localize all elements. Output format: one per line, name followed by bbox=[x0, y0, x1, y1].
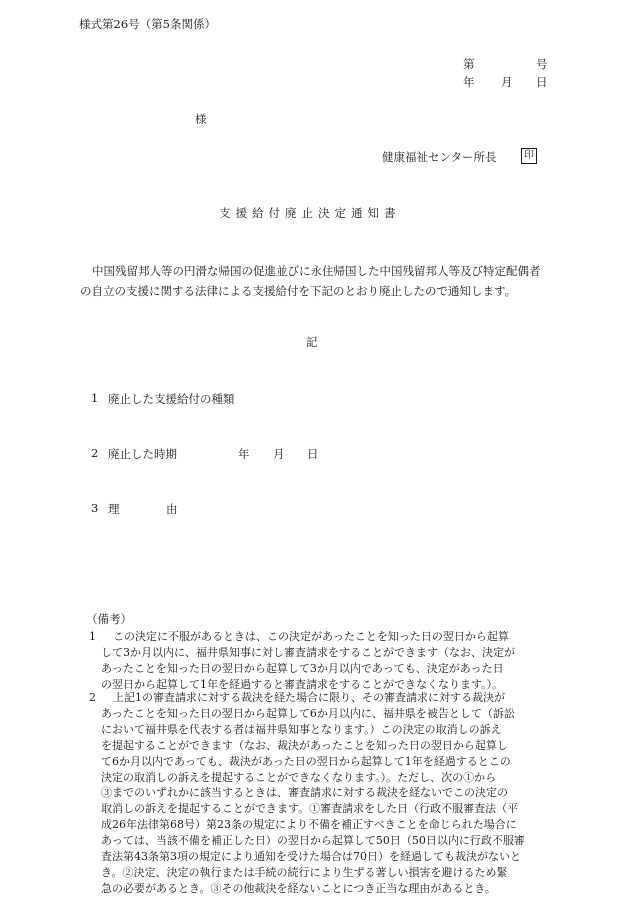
sender: 健康福祉センター所長 bbox=[382, 150, 497, 164]
note-line: 取消しの訴えを提起することができます。①審査請求をした日（行政不服審査法（平 bbox=[101, 802, 519, 816]
item-1-number: 1 bbox=[91, 391, 99, 405]
note-line: を提起することができます（なお、裁決があったことを知った日の翌日から起算し bbox=[101, 738, 508, 752]
note-line: き。②決定、決定の執行または手続の続行により生ずる著しい損害を避けるため緊 bbox=[101, 865, 508, 879]
ki-marker: 記 bbox=[306, 335, 318, 349]
note-number: 1 bbox=[89, 630, 96, 643]
date-year-label: 年 bbox=[463, 75, 475, 89]
body-line: 中国残留邦人等の円滑な帰国の促進並びに永住帰国した中国残留邦人等及び特定配偶者 bbox=[92, 264, 541, 278]
note-item-2 bbox=[89, 690, 551, 897]
note-line: 上記1の審査請求に対する裁決を経た場合に限り、その審査請求に対する裁決が bbox=[113, 691, 505, 704]
seal-mark: 印 bbox=[521, 148, 537, 164]
item-2-year: 年 bbox=[238, 447, 250, 461]
item-2-month: 月 bbox=[273, 447, 285, 461]
item-1-label: 廃止した支援給付の種類 bbox=[108, 392, 235, 406]
form-number: 様式第26号（第5条関係） bbox=[79, 17, 216, 31]
number-label: 第 bbox=[463, 57, 475, 71]
note-number: 2 bbox=[89, 691, 96, 704]
note-line: この決定に不服があるときは、この決定があったことを知った日の翌日から起算 bbox=[113, 630, 509, 643]
note-line: ③までのいずれかに該当するときは、審査請求に対する裁決を経ないでこの決定の bbox=[101, 786, 508, 800]
item-2-label: 廃止した時期 bbox=[108, 447, 177, 461]
notes-label: （備考） bbox=[86, 612, 132, 626]
note-line: あったことを知った日の翌日から起算して3か月以内であっても、決定があった日 bbox=[101, 661, 504, 675]
item-3-label-a: 理 bbox=[108, 502, 120, 516]
note-item-1 bbox=[89, 629, 551, 693]
note-line: て6か月以内であっても、裁決があった日の翌日から起算して1年を経過するとこの bbox=[101, 754, 511, 768]
note-line: 査法第43条第3項の規定により通知を受けた場合は70日）を経過しても裁決がないと bbox=[101, 850, 521, 864]
note-line: あっては、当該不備を補正した日）の翌日から起算して50日（50日以内に行政不服審 bbox=[101, 834, 525, 848]
addressee-suffix: 様 bbox=[195, 112, 207, 126]
note-line: あったことを知った日の翌日から起算して6か月以内に、福井県を被告として（訴訟 bbox=[101, 706, 515, 720]
document-title: 支援給付廃止決定通知書 bbox=[219, 206, 401, 220]
note-line: において福井県を代表する者は福井県知事となります。）この決定の取消しの訴え bbox=[101, 722, 502, 736]
item-2-day: 日 bbox=[307, 447, 319, 461]
item-3-number: 3 bbox=[91, 501, 99, 515]
note-line: の翌日から起算して1年を経過すると審査請求をすることができなくなります。）。 bbox=[101, 677, 504, 691]
item-3-label-b: 由 bbox=[166, 502, 178, 516]
date-day-label: 日 bbox=[536, 75, 548, 89]
note-line: 成26年法律第68号）第23条の規定により不備を補正すべきことを命じられた場合に bbox=[101, 818, 517, 832]
note-line: 急の必要があるとき。③その他裁決を経ないことにつき正当な理由があるとき。 bbox=[101, 881, 496, 895]
item-2-number: 2 bbox=[91, 446, 99, 460]
body-line: の自立の支援に関する法律による支援給付を下記のとおり廃止したので通知します。 bbox=[80, 284, 517, 298]
number-suffix: 号 bbox=[536, 57, 548, 71]
body-text bbox=[80, 261, 550, 301]
note-line: して3か月以内に、福井県知事に対し審査請求をすることができます（なお、決定が bbox=[101, 645, 515, 659]
date-month-label: 月 bbox=[501, 75, 513, 89]
note-line: 決定の取消しの訴えを提起することができなくなります。）。ただし、次の①から bbox=[101, 770, 497, 784]
